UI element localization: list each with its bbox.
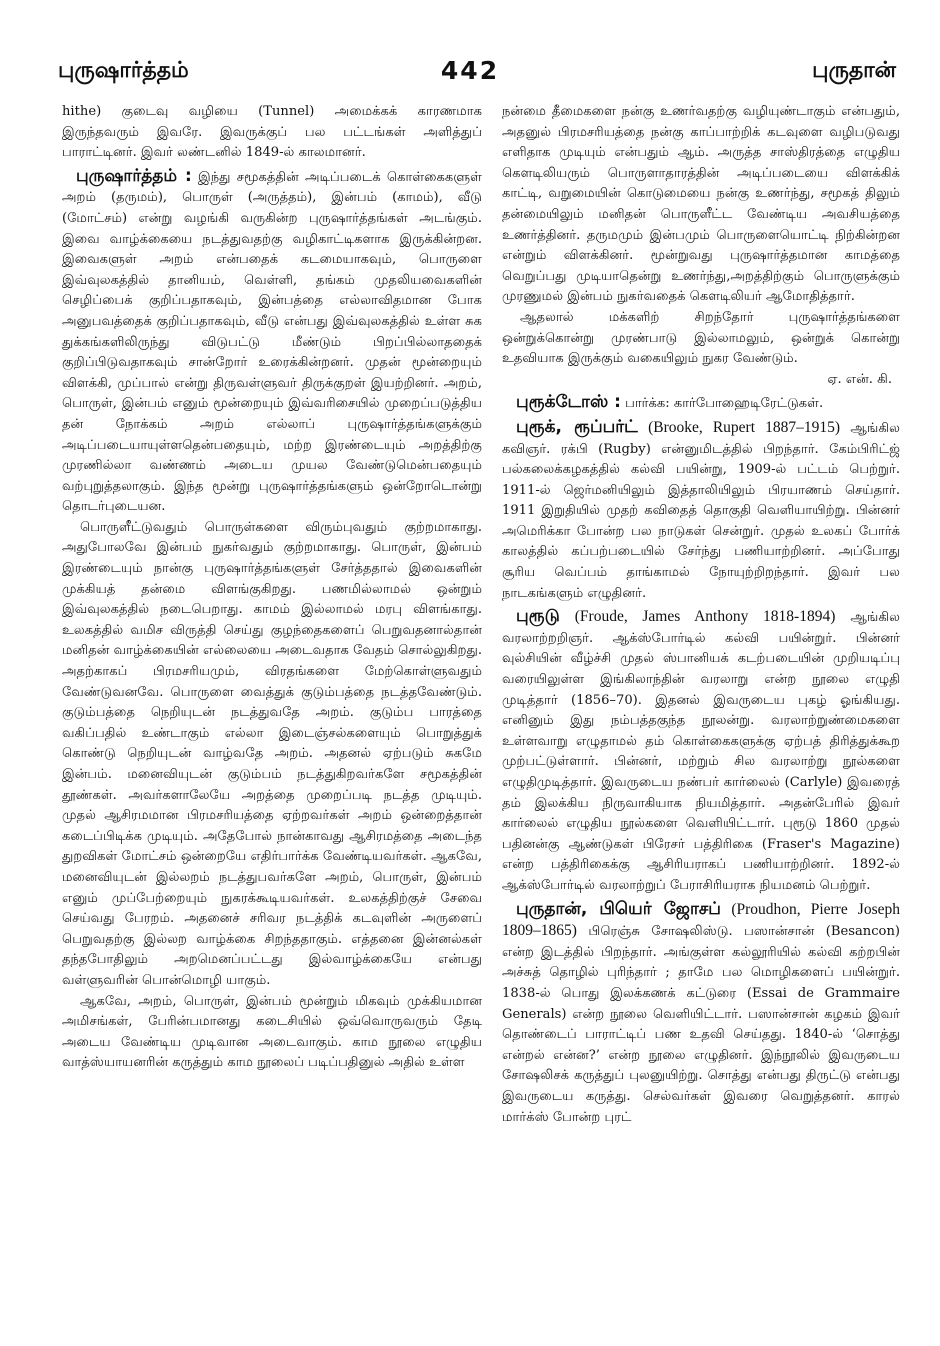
paragraph: ஆகவே, அறம், பொருள், இன்பம் மூன்றும் மிகவும் முக்கியமான அமிசங்கள், பேரின்பமானது கடைசியில் ஒவ்வொருவரும் தேடி அடைய வேண்டிய முடிவான அடைவாகும். காம நூலை எழுதிய வாத்ஸ்யாயனரின் கருத்தும் காம நூலைப் படிப்பதினுல் அதில் உள்ள (62, 993, 482, 1071)
continued-paragraph: நன்மை தீமைகளை நன்கு உணர்வதற்கு வழியுண்டாகும் என்பதும், அதனுல் பிரமசரியத்தை நன்கு காப்பாற்றிக் கடவுளை வழிபடுவது எளிதாக முடியும் என்பதும் ஆம். அருத்த சாஸ்திரத்தை எழுதிய கௌடிலியரும் பொருளாதாரத்தின் அடிப்படையை விளக்கிக் காட்டி, வறுமையின் கொடுமையை நன்கு உணர்ந்து, சமூகத் திலும் தன்மையிலும் மனிதன் பொருளீட்ட வேண்டிய அவசியத்தை உணர்த்தினர். தருமமும் இன்பமும் பொருளையொட்டி நிற்கின்றன என்றும் விளக்கினர். மூன்றுவது புருஷார்த்தமான காமத்தை வெறுப்பது முடியாதென்று உணர்ந்து,அறத்திற்கும் பொருளுக்கும் முரணுமல் இன்பம் நுகர்வதைக் கௌடிலியர் ஆமோதித்தார். (502, 104, 900, 305)
entry-brooke (502, 417, 900, 604)
right-column (502, 102, 900, 1332)
continued-paragraph: hithe) குடைவு வழியை (Tunnel) அமைக்கக் காரணமாக இருந்தவரும் இவரே. இவருக்குப் பல பட்டங்கள் அளித்துப் பாராட்டினர். இவர் லண்டனில் 1849-ல் காலமானர். (62, 104, 482, 161)
entry-text: பார்க்க: கார்போஹைடிரேட்டுகள். (625, 396, 824, 412)
entry-text: பிரெஞ்சு சோஷலிஸ்டு. பஸான்சான் (Besancon) என்ற இடத்தில் பிறந்தார். அங்குள்ள கல்லூரியில் கல்வி கற்றபின் அச்சுத் தொழில் புரிந்தார் ; தாமே பல மொழிகளைப் பயின்றுர். 1838-ல் பொது இலக்கணக் கட்டுரை (Essai de Grammaire Generals) என்ற நூலை வெளியிட்டார். பஸான்சான் கழகம் இவர் தொண்டைப் பாராட்டிப் பண உதவி செய்தது. 1840-ல் ‘சொத்து என்றல் என்ன?’ என்ற நூலை எழுதினர். இந்நூலில் இவருடைய சோஷலிசக் கருத்துப் புலனுயிற்று. சொத்து என்பது திருட்டு என்பது இவருடைய கருத்து. செல்வர்கள் இவரை வெறுத்தனர். காரல் மார்க்ஸ் போன்ற புரட் (502, 924, 900, 1125)
author-initials: ஏ. என். கி. (827, 371, 892, 387)
entry-latin-name: (Froude, James Anthony 1818-1894) (574, 608, 836, 626)
paragraph: ஆதலால் மக்களிற் சிறந்தோர் புருஷார்த்தங்களை ஒன்றுக்கொன்று முரண்பாடு இல்லாமலும், ஒன்றுக் கொன்று உதவியாக இருக்கும் வகையிலும் நுகர வேண்டும். (502, 309, 900, 367)
entry-proudhon (502, 899, 900, 1129)
entry-latin-name: (Proudhon, Pierre Joseph 1809–1865) (502, 900, 900, 940)
entry-text: ஆங்கில வரலாற்றறிஞர். ஆக்ஸ்போர்டில் கல்வி பயின்றுர். பின்னர் வுல்சியின் வீழ்ச்சி முதல் ஸ்பானியக் கடற்படையின் முறியடிப்பு வரையிலுள்ள இங்கிலாந்தின் வரலாறு என்ற நூலை எழுதி முடித்தார் (1856–70). இதனல் இவருடைய புகழ் ஓங்கியது. எனினும் இது நம்பத்தகுந்த நூலன்று. வரலாற்றுண்மைகளை உள்ளவாறு எழுதாமல் தம் கொள்கைகளுக்கு ஏற்பத் திரித்துக்கூற முற்பட்டுள்ளார். பின்னர், மற்றும் சில வரலாற்று நூல்களை எழுதிமுடித்தார். இவருடைய நண்பர் கார்லைல் (Carlyle) இவரைத் தம் இலக்கிய நிருவாகியாக நியமித்தார். அதன்பேரில் இவர் கார்லைல் எழுதிய நூல்களை வெளியிட்டார். புரூடு 1860 முதல் பதினன்கு ஆண்டுகள் பிரேசர் பத்திரிகை (Fraser's Magazine) என்ற பத்திரிகைக்கு ஆசிரியராகப் பணியாற்றினர். 1892-ல் ஆக்ஸ்போர்டில் வரலாற்றுப் பேராசிரியராக நியமனம் பெற்றுர். (502, 610, 900, 893)
running-head-left: புருஷார்த்தம் (58, 58, 189, 83)
entry-headword: புரூக், ரூப்பர்ட் (516, 416, 638, 437)
running-head (0, 56, 940, 96)
entry-headword: புருதான், பியெர் ஜோசப் (516, 898, 721, 919)
entry-fructose (502, 392, 900, 415)
entry-headword: புருஷார்த்தம் : (76, 165, 192, 186)
entry-froude (502, 606, 900, 896)
entry-latin-name: (Brooke, Rupert 1887–1915) (648, 418, 840, 436)
paragraph: பொருளீட்டுவதும் பொருள்களை விரும்புவதும் குற்றமாகாது. அதுபோலவே இன்பம் நுகர்வதும் குற்றமாகாது. பொருள், இன்பம் இரண்டையும் நான்கு புருஷார்த்தங்களுள் சேர்த்ததால் இவைகளின் முக்கியத் தன்மை விளங்குகிறது. பணமில்லாமல் ஒன்றும் இவ்வுலகத்தில் நடைபெறாது. காமம் இல்லாமல் மரபு விளங்காது. உலகத்தில் வமிச விருத்தி செய்து குழந்தைகளைப் பெறுவதனால்தான் மனிதன் வாழ்க்கையின் எல்லையை அடைவதாக வேதம் சொல்லுகிறது. அதற்காகப் பிரமசரியமும், விரதங்களை மேற்கொள்ளுவதும் வேண்டுவனவே. பொருளை வைத்துக் குடும்பத்தை நடத்தவேண்டும். குடும்பத்தை நெறியுடன் நடத்துவதே அறம். குடும்ப பாரத்தை வகிப்பதில் உண்டாகும் எல்லா இடைஞ்சல்களையும் பொறுத்துக் கொண்டு நெறியுடன் வாழ்வதே அறம். அதனல் ஏற்படும் சுகமே இன்பம். மனைவியுடன் குடும்பம் நடத்துகிறவர்களே சமூகத்தின் தூண்கள். அவர்களாலேயே அறத்தை முறைப்படி நடத்த முடியும். முதல் ஆசிரமமான பிரமசரியத்தை ஏற்றவர்கள் அறம் ஒன்றைத்தான் கடைப்பிடிக்க முடியும். அதேபோல் நான்காவது ஆசிரமத்தை அடைந்த துறவிகள் மோட்சம் ஒன்றையே எதிர்பார்க்க வேண்டியவர்கள். ஆகவே, மனைவியுடன் இல்லறம் நடத்துபவர்களே அறம், பொருள், இன்பம் எனும் முப்பேற்றையும் நுகரக்கூடியவர்கள். உலகத்திற்குச் சேவை செய்வது பேரறம். அதனைச் சரிவர நடத்திக் கடவுளின் அருளைப் பெறுவதற்கு இல்லற வாழ்க்கை சிறந்ததாகும். எத்தனை இன்னல்கள் தந்தபோதிலும் அறமெனப்பட்டது இல்வாழ்க்கையே என்பது வள்ளுவரின் பொன்மொழி யாகும். (62, 519, 482, 988)
running-head-right: புருதான் (812, 58, 896, 83)
entry-purusharthangal (62, 166, 482, 518)
entry-text: இந்து சமூகத்தின் அடிப்படைக் கொள்கைகளுள் அறம் (தருமம்), பொருள் (அருத்தம்), இன்பம் (காமம்), வீடு (மோட்சம்) என்று வழங்கி வருகின்ற புருஷார்த்தங்கள் அடங்கும். இவை வாழ்க்கையை நடத்துவதற்கு வழிகாட்டிகளாக இருக்கின்றன. இவைகளுள் அறம் என்பதைக் கடமையாகவும், பொருளை இவ்வுலகத்தில் தானியம், வெள்ளி, தங்கம் முதலியவைகளின் செழிப்பைக் குறிப்பதாகவும், இன்பத்தை எல்லாவிதமான போக அனுபவத்தைக் குறிப்பதாகவும், வீடு என்பது இவ்வுலகத்தில் உள்ள சுக துக்கங்களிலிருந்து விடுபட்டு மீண்டும் பிறப்பில்லாததைக் குறிப்பிடுவதாகவும் சான்றோர் உரைக்கின்றனர். முதன் மூன்றையும் விளக்கி, முப்பால் என்று திருவள்ளுவர் திருக்குறள் இயற்றினர். அறம், பொருள், இன்பம் எனும் மூன்றையும் இவ்வரிசையில் முறைப்படுத்திய தன் நோக்கம் அறம் எல்லாப் புருஷார்த்தங்களுக்கும் அடிப்படையாயுள்ளதென்பதையும், மற்ற இரண்டையும் அறத்திற்கு முரணில்லா வண்ணம் அடைய முயல வேண்டுமென்பதையும் வற்புறுத்தலாகும். இந்த மூன்று புருஷார்த்தங்களும் ஒன்றோடொன்று தொடர்புடையன. (62, 169, 482, 515)
left-column (62, 102, 482, 1332)
page-number: 442 (440, 56, 500, 85)
entry-headword: புரூடு (516, 606, 560, 627)
entry-text: ஆங்கில கவிஞர். ரக்பி (Rugby) என்னுமிடத்தில் பிறந்தார். கேம்பிரிட்ஜ் பல்கலைக்கழகத்தில் கல்வி பயின்று, 1909-ல் பட்டம் பெற்றுர். 1911-ல் ஜெர்மனியிலும் இத்தாலியிலும் பிரயாணம் செய்தார். 1911 இறுதியில் முதற் கவிதைத் தொகுதி வெளியாயிற்று. பின்னர் அமெரிக்கா போன்ற பல நாடுகள் சென்றுர். முதல் உலகப் போர்க் காலத்தில் கப்பற்படையில் சேர்ந்து பணியாற்றினர். அப்போது சூரிய வெப்பம் தாங்காமல் நோயுற்றிறந்தார். இவர் பல நாடகங்களும் எழுதினர். (502, 420, 900, 601)
entry-headword: புரூக்டோஸ் : (516, 392, 621, 413)
author-signature (502, 370, 900, 391)
